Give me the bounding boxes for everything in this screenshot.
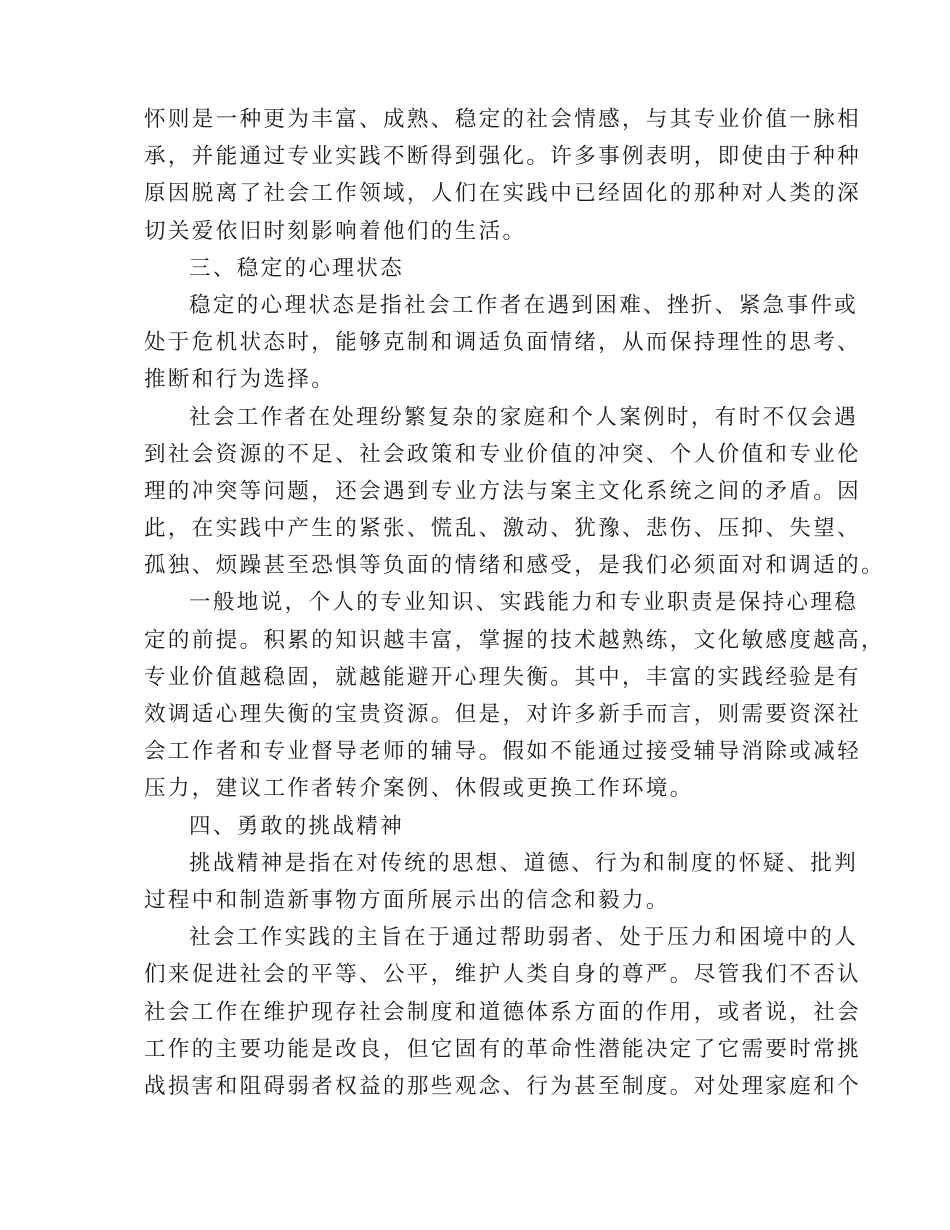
text-line: 一般地说，个人的专业知识、实践能力和专业职责是保持心理稳 bbox=[189, 590, 859, 616]
document-body bbox=[144, 101, 885, 1105]
text-line: 工作的主要功能是改良，但它固有的革命性潜能决定了它需要时常挑 bbox=[144, 1036, 862, 1062]
text-line: 理的冲突等问题，还会遇到专业方法与案主文化系统之间的矛盾。因 bbox=[144, 478, 862, 504]
section-heading-3: 三、稳定的心理状态 bbox=[189, 255, 405, 281]
text-line: 挑战精神是指在对传统的思想、道德、行为和制度的怀疑、批判 bbox=[189, 850, 859, 876]
text-line: 处于危机状态时，能够克制和调适负面情绪，从而保持理性的思考、 bbox=[144, 330, 862, 356]
text-line: 孤独、烦躁甚至恐惧等负面的情绪和感受，是我们必须面对和调适的。 bbox=[144, 553, 885, 579]
text-line: 战损害和阻碍弱者权益的那些观念、行为甚至制度。对处理家庭和个 bbox=[144, 1073, 862, 1099]
text-line: 推断和行为选择。 bbox=[144, 367, 336, 393]
text-line: 社会工作者在处理纷繁复杂的家庭和个人案例时，有时不仅会遇 bbox=[189, 404, 859, 430]
text-line: 专业价值越稳固，就越能避开心理失衡。其中，丰富的实践经验是有 bbox=[144, 664, 862, 690]
text-line: 效调适心理失衡的宝贵资源。但是，对许多新手而言，则需要资深社 bbox=[144, 702, 862, 727]
section-heading-4: 四、勇敢的挑战精神 bbox=[189, 813, 405, 839]
text-line: 此，在实践中产生的紧张、慌乱、激动、犹豫、悲伤、压抑、失望、 bbox=[144, 516, 862, 542]
text-line: 过程中和制造新事物方面所展示出的信念和毅力。 bbox=[144, 887, 670, 913]
text-line: 压力，建议工作者转介案例、休假或更换工作环境。 bbox=[144, 776, 694, 802]
text-line: 们来促进社会的平等、公平，维护人类自身的尊严。尽管我们不否认 bbox=[144, 962, 862, 988]
text-line: 定的前提。积累的知识越丰富，掌握的技术越熟练，文化敏感度越高， bbox=[144, 627, 885, 653]
text-line: 切关爱依旧时刻影响着他们的生活。 bbox=[144, 218, 527, 244]
text-line: 到社会资源的不足、社会政策和专业价值的冲突、个人价值和专业伦 bbox=[144, 441, 862, 467]
text-line: 社会工作实践的主旨在于通过帮助弱者、处于压力和困境中的人 bbox=[189, 925, 859, 951]
text-line: 原因脱离了社会工作领域，人们在实践中已经固化的那种对人类的深 bbox=[144, 181, 862, 207]
text-line: 社会工作在维护现存社会制度和道德体系方面的作用，或者说，社会 bbox=[144, 999, 862, 1025]
text-line: 怀则是一种更为丰富、成熟、稳定的社会情感，与其专业价值一脉相 bbox=[144, 107, 862, 132]
text-line: 稳定的心理状态是指社会工作者在遇到困难、挫折、紧急事件或 bbox=[189, 292, 859, 318]
text-line: 会工作者和专业督导老师的辅导。假如不能通过接受辅导消除或减轻 bbox=[144, 739, 862, 765]
text-line: 承，并能通过专业实践不断得到强化。许多事例表明，即使由于种种 bbox=[144, 144, 862, 170]
